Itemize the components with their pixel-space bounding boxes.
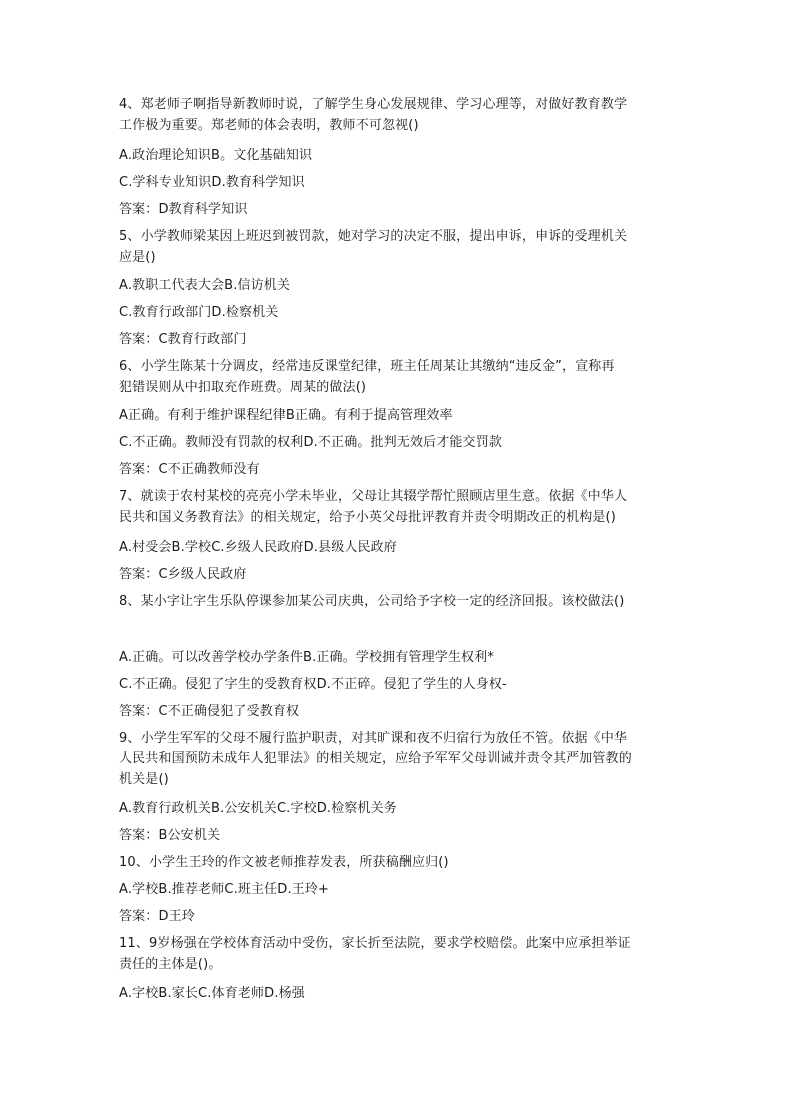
q10-option-line-1: A.学校B.推荐老师C.班主任D.王玲+ (119, 882, 330, 897)
q9-stem-line-2: 人民共和国预防未成年人犯罪法》的相关规定，应给予军军父母训诫并责令其严加管教的 (119, 751, 632, 766)
q10-stem-line-1: 10、小学生王玲的作文被老师推荐发表，所获稿酬应归() (119, 855, 449, 870)
q9-stem-line-1: 9、小学生军军的父母不履行监护职责，对其旷课和夜不归宿行为放任不管。依据《中华 (119, 731, 628, 746)
q4-stem-line-2: 工作极为重要。郑老师的体会表明，教师不可忽视() (119, 118, 419, 133)
q11-stem-line-1: 11、9岁杨强在学校体育活动中受伤，家长折至法院，要求学校赔偿。此案中应承担举证 (119, 936, 631, 951)
q6-answer: 答案：C不正确教师没有 (119, 462, 260, 477)
q10-answer: 答案：D王玲 (119, 909, 195, 924)
q7-stem-line-1: 7、就读于农村某校的亮亮小学未毕业，父母让其辍学帮忙照顾店里生意。依据《中华人 (119, 489, 628, 504)
q4-option-line-2: C.学科专业知识D.教育科学知识 (119, 175, 305, 190)
q11-option-line-1: A.字校B.家长C.体育老师D.杨强 (119, 986, 305, 1001)
q8-option-line-2: C.不正确。侵犯了字生的受教育权D.不正碎。侵犯了学生的人身权- (119, 677, 507, 692)
q4-stem-line-1: 4、郑老师子啊指导新教师时说，了解学生身心发展规律、学习心理等，对做好教育教学 (119, 97, 628, 112)
q6-option-line-1: A正确。有利于维护课程纪律B正确。有利于提高管理效率 (119, 408, 453, 423)
q5-answer: 答案：C教育行政部门 (119, 332, 247, 347)
q5-option-line-1: A.教职工代表大会B.信访机关 (119, 278, 291, 293)
q6-stem-line-1: 6、小学生陈某十分调皮，经常违反课堂纪律，班主任周某让其缴纳“违反金”，宣称再 (119, 359, 615, 374)
q4-option-line-1: A.政治理论知识B。文化基础知识 (119, 148, 313, 163)
q9-answer: 答案：B公安机关 (119, 828, 221, 843)
q7-answer: 答案：C乡级人民政府 (119, 567, 247, 582)
q4-answer: 答案：D教育科学知识 (119, 202, 248, 217)
q9-stem-line-3: 机关是() (119, 772, 169, 787)
q9-option-line-1: A.教育行政机关B.公安机关C.字校D.检察机关务 (119, 801, 397, 816)
q6-stem-line-2: 犯错误则从中扣取充作班费。周某的做法() (119, 380, 367, 395)
q5-stem-line-1: 5、小学教师梁某因上班迟到被罚款，她对学习的决定不服，提出申诉，申诉的受理机关 (119, 229, 628, 244)
q8-option-line-1: A.正确。可以改善学校办学条件B.正确。学校拥有管理学生权利* (119, 650, 494, 665)
q6-option-line-2: C.不正确。教师没有罚款的权利D.不正确。批判无效后才能交罚款 (119, 435, 503, 450)
q5-option-line-2: C.教育行政部门D.检察机关 (119, 305, 279, 320)
q8-stem-line-1: 8、某小字让字生乐队停课参加某公司庆典，公司给予字校一定的经济回报。该校做法() (119, 594, 625, 609)
q7-option-line-1: A.村受会B.学校C.乡级人民政府D.县级人民政府 (119, 540, 397, 555)
q5-stem-line-2: 应是() (119, 250, 156, 265)
q8-answer: 答案：C不正确侵犯了受教育权 (119, 704, 300, 719)
q7-stem-line-2: 民共和国义务教育法》的相关规定，给予小英父母批评教育并责令明期改正的机构是() (119, 510, 616, 525)
q11-stem-line-2: 责任的主体是()。 (119, 957, 222, 972)
